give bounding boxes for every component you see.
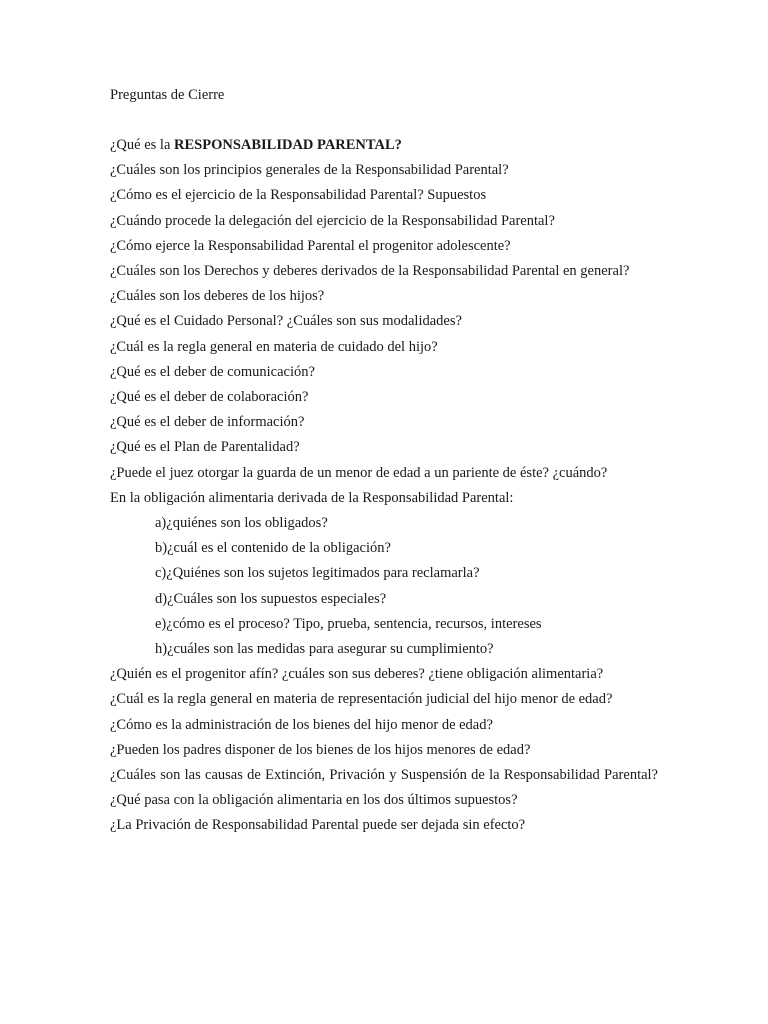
question-item: ¿Cómo es el ejercicio de la Responsabilidad Parental? Supuestos xyxy=(110,187,487,204)
question-prefix: ¿Qué es la xyxy=(110,137,175,153)
sub-question-item: c)¿Quiénes son los sujetos legitimados para reclamarla? xyxy=(155,565,480,582)
question-item: ¿Cómo ejerce la Responsabilidad Parental el progenitor adolescente? xyxy=(110,237,511,254)
sub-question-item: b)¿cuál es el contenido de la obligación? xyxy=(155,540,391,557)
question-item: En la obligación alimentaria derivada de la Responsabilidad Parental: xyxy=(110,489,514,506)
question-item: ¿Qué es el Cuidado Personal? ¿Cuáles son sus modalidades? xyxy=(110,313,462,330)
question-item: ¿Cuándo procede la delegación del ejercicio de la Responsabilidad Parental? xyxy=(110,212,555,229)
question-item: ¿Cuál es la regla general en materia de cuidado del hijo? xyxy=(110,338,438,355)
document-page xyxy=(110,83,658,839)
question-list-b xyxy=(110,662,658,838)
sub-question-item: e)¿cómo es el proceso? Tipo, prueba, sentencia, recursos, intereses xyxy=(155,615,542,632)
sub-question-item: h)¿cuáles son las medidas para asegurar su cumplimiento? xyxy=(155,641,494,658)
question-item: ¿Cuáles son las causas de Extinción, Privación y Suspensión de la Responsabilidad Parental? ¿Qué pasa con la obligación alimentaria en los dos últimos supuestos? xyxy=(110,767,658,809)
question-item: ¿Cuáles son los Derechos y deberes derivados de la Responsabilidad Parental en general? xyxy=(110,263,630,280)
sub-question-item: d)¿Cuáles son los supuestos especiales? xyxy=(155,590,387,607)
question-item: ¿Cuáles son los deberes de los hijos? xyxy=(110,288,325,305)
sub-question-item: a)¿quiénes son los obligados? xyxy=(155,515,328,532)
question-item: ¿Qué es el deber de colaboración? xyxy=(110,389,309,406)
question-list-a xyxy=(110,158,658,511)
sub-question-list xyxy=(110,511,658,662)
question-item: ¿Pueden los padres disponer de los bienes de los hijos menores de edad? xyxy=(110,741,531,758)
document-title: Preguntas de Cierre xyxy=(110,87,225,103)
question-bold-term: RESPONSABILIDAD PARENTAL? xyxy=(174,137,402,153)
question-item: ¿La Privación de Responsabilidad Parental puede ser dejada sin efecto? xyxy=(110,817,526,834)
question-item: ¿Quién es el progenitor afín? ¿cuáles son sus deberes? ¿tiene obligación alimentaria? xyxy=(110,666,604,683)
question-item: ¿Cuál es la regla general en materia de representación judicial del hijo menor de edad? xyxy=(110,691,613,708)
question-responsabilidad-parental xyxy=(110,133,658,158)
question-item: ¿Puede el juez otorgar la guarda de un menor de edad a un pariente de éste? ¿cuándo? xyxy=(110,464,608,481)
question-item: ¿Qué es el deber de comunicación? xyxy=(110,363,315,380)
question-item: ¿Cómo es la administración de los bienes del hijo menor de edad? xyxy=(110,716,493,733)
question-item: ¿Cuáles son los principios generales de la Responsabilidad Parental? xyxy=(110,162,509,179)
question-item: ¿Qué es el Plan de Parentalidad? xyxy=(110,439,300,456)
question-item: ¿Qué es el deber de información? xyxy=(110,414,305,431)
